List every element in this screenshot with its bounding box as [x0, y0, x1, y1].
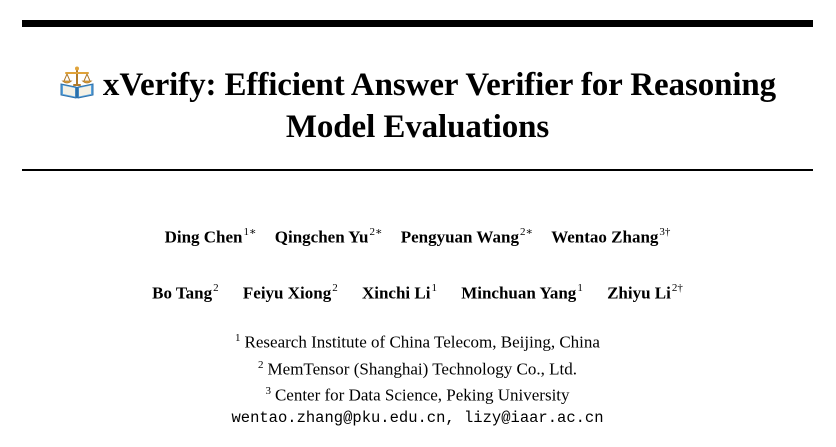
bottom-rule: [22, 169, 813, 171]
balance-scale-book-icon: [59, 64, 95, 100]
author-name: Minchuan Yang: [461, 283, 577, 303]
author-affiliation-mark: 1: [577, 282, 583, 294]
author: [607, 283, 683, 304]
author-name: Feiyu Xiong: [242, 283, 332, 303]
author-name: Qingchen Yu: [274, 227, 369, 247]
top-rule: [22, 20, 813, 27]
affiliation-number: 2: [258, 358, 264, 371]
author-name: Xinchi Li: [361, 283, 431, 303]
author-affiliation-mark: 2∗: [519, 226, 533, 238]
paper-title: [22, 64, 813, 148]
author-affiliation-mark: 2: [332, 282, 338, 294]
author-name: Pengyuan Wang: [400, 227, 519, 247]
author-affiliation-mark: 3†: [659, 226, 671, 238]
affiliation-text: Center for Data Science, Peking University: [274, 385, 570, 405]
author-affiliation-mark: 1: [431, 282, 437, 294]
affiliation-line: [22, 380, 813, 407]
author-name: Bo Tang: [152, 283, 213, 303]
author-name: Zhiyu Li: [607, 283, 671, 303]
author: [551, 227, 670, 248]
author: [243, 283, 338, 304]
author-affiliation-mark: 2: [213, 282, 219, 294]
author: [362, 283, 437, 304]
author: [152, 283, 219, 304]
title-text-line-1: xVerify: Efficient Answer Verifier for Reasoning: [102, 67, 777, 103]
author-name: Ding Chen: [164, 227, 243, 247]
affiliation-line: [22, 354, 813, 381]
author-list-row-1: [22, 226, 813, 248]
author-affiliation-mark: 2∗: [369, 226, 383, 238]
affiliation-text: Research Institute of China Telecom, Beijing, China: [244, 332, 600, 352]
affiliation-number: 1: [235, 332, 241, 344]
title-text-line-2: Model Evaluations: [285, 109, 550, 145]
affiliation-text: MemTensor (Shanghai) Technology Co., Ltd.: [267, 359, 577, 379]
affiliation-number: 3: [265, 385, 271, 398]
author: [401, 226, 533, 248]
author: [165, 226, 257, 248]
author-name: Wentao Zhang: [551, 227, 659, 247]
affiliation-line: [22, 327, 813, 354]
affiliations: [22, 327, 813, 429]
author: [461, 283, 583, 304]
author: [275, 226, 383, 248]
contact-emails: wentao.zhang@pku.edu.cn, lizy@iaar.ac.cn: [231, 408, 604, 427]
author-affiliation-mark: 1∗: [243, 226, 257, 238]
author-affiliation-mark: 2†: [671, 282, 683, 294]
author-list-row-2: [22, 283, 813, 304]
title-line-1: [22, 64, 813, 106]
